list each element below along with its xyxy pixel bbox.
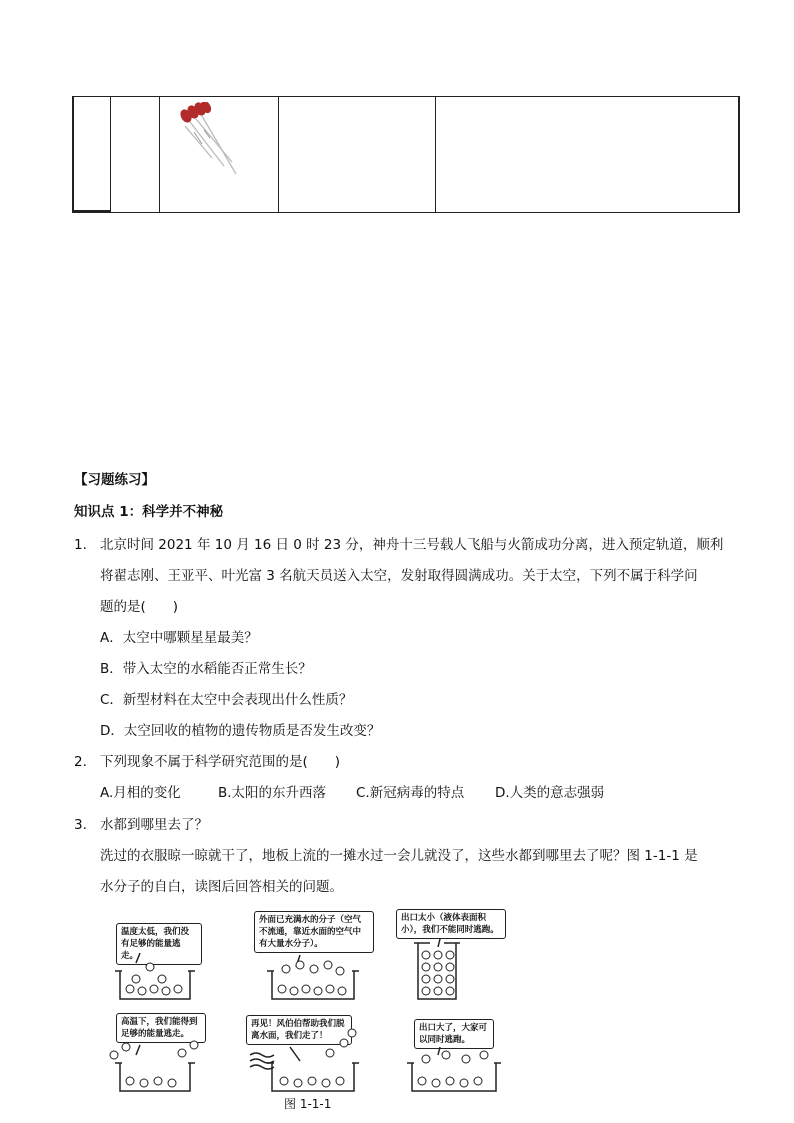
question-number: 3. bbox=[74, 817, 87, 833]
table-col-line bbox=[110, 96, 111, 212]
speech-bubble: 温度太低，我们没有足够的能量逃走。 bbox=[116, 923, 202, 965]
option-d: D.人类的意志强弱 bbox=[495, 785, 605, 801]
speech-bubble: 高温下，我们能得到足够的能量逃走。 bbox=[116, 1013, 206, 1043]
figure-water-molecules bbox=[100, 905, 520, 1111]
question-text-line: 北京时间 2021 年 10 月 16 日 0 时 23 分，神舟十三号载人飞船与火箭成功分离，进入预定轨道，顺利 bbox=[100, 537, 724, 553]
speech-bubble: 再见！风伯伯帮助我们脱离水面，我们走了！ bbox=[246, 1015, 352, 1045]
option-a: A.月相的变化 bbox=[100, 785, 181, 801]
option-c: C．新型材料在太空中会表现出什么性质？ bbox=[100, 692, 353, 708]
option-b: B．带入太空的水稻能否正常生长？ bbox=[100, 661, 312, 677]
section-header: 【习题练习】 bbox=[74, 472, 155, 488]
speech-bubble: 外面已充满水的分子（空气不流通，靠近水面的空气中有大量水分子）。 bbox=[254, 911, 374, 953]
figure-caption: 图 1-1-1 bbox=[284, 1097, 332, 1111]
speech-bubble: 出口太小（液体表面积小），我们不能同时逃跑。 bbox=[396, 909, 506, 939]
question-text-line: 水都到哪里去了？ bbox=[100, 817, 208, 833]
table-corner-thick bbox=[72, 210, 110, 212]
table-col-line bbox=[72, 96, 74, 212]
option-d: D．太空回收的植物的遗传物质是否发生改变？ bbox=[100, 723, 381, 739]
table-col-line bbox=[435, 96, 436, 212]
question-text-line: 洗过的衣服晾一晾就干了，地板上流的一摊水过一会儿就没了，这些水都到哪里去了呢？图 1-1-1 是 bbox=[100, 848, 698, 864]
speech-bubble: 出口大了，大家可以同时逃跑。 bbox=[414, 1019, 494, 1049]
table-fragment bbox=[72, 96, 740, 212]
option-b: B.太阳的东升西落 bbox=[218, 785, 327, 801]
figure-drawing bbox=[100, 905, 520, 1105]
question-number: 2. bbox=[74, 754, 87, 770]
table-col-line bbox=[159, 96, 160, 212]
option-c: C.新冠病毒的特点 bbox=[356, 785, 465, 801]
table-border-top bbox=[72, 96, 740, 97]
question-text-line: 题的是( ) bbox=[100, 599, 179, 615]
question-text-line: 水分子的自白，读图后回答相关的问题。 bbox=[100, 879, 343, 895]
question-text-line: 将翟志刚、王亚平、叶光富 3 名航天员送入太空，发射取得圆满成功。关于太空，下列不属于科学问 bbox=[100, 568, 698, 584]
option-a: A．太空中哪颗星星最美？ bbox=[100, 630, 258, 646]
question-number: 1. bbox=[74, 537, 87, 553]
table-border-bottom bbox=[72, 212, 740, 213]
question-text-line: 下列现象不属于科学研究范围的是( ) bbox=[100, 754, 341, 770]
table-col-line bbox=[738, 96, 740, 212]
knowledge-point-title: 知识点 1：科学并不神秘 bbox=[74, 504, 224, 520]
droppers-image bbox=[172, 102, 242, 178]
table-col-line bbox=[278, 96, 279, 212]
